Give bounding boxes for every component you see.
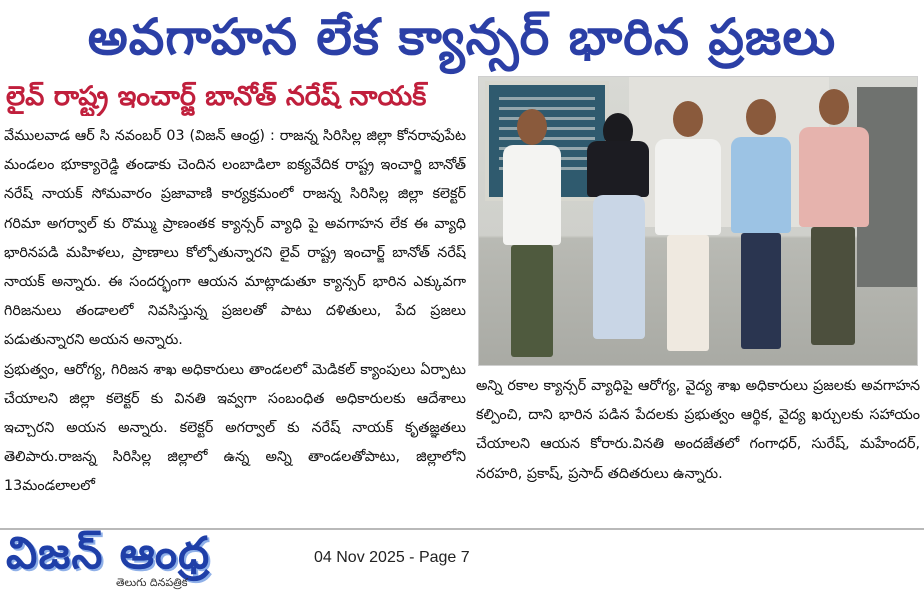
person: [583, 111, 653, 366]
masthead-logo: [6, 528, 292, 596]
article-paragraph: ప్రభుత్వం, ఆరోగ్య, గిరిజన శాఖ అధికారులు తాండలలో మెడికల్ క్యాంపులు ఏర్పాటు చేయాలని జిల్లా కలెక్టర్ కు వినతి ఇవ్వగా సంబంధిత అధికారులకు ఆదేశాలు ఇచ్చారని అయన అన్నారు. కలెక్టర్ అగర్వాల్ కు నరేష్ నాయక్ కృతజ్ఞతలు తెలిపారు.రాజన్న సిరిసిల్ల జిల్లాలో ఉన్న అన్ని తాండలతోపాటు, జిల్లాలోని 13మండలాలలో: [4, 361, 466, 495]
masthead-name: విజన్ ఆంధ్ర: [6, 528, 211, 579]
article-paragraph: వేములవాడ ఆర్ సి నవంబర్ 03 (విజన్ ఆంధ్ర) : రాజన్న సిరిసిల్ల జిల్లా కోనరావుపేట మండలం భూక్యారెడ్డి తండాకు చెందిన లంబాడిలా ఐక్యవేదిక రాష్ట్ర ఇంచార్జి బానోత్ నరేష్ నాయక్ సోమవారం ప్రజావాణి కార్యక్రమంలో రాజన్న సిరిసిల్ల జిల్లా కలెక్టర్ గరిమా అగర్వాల్ కు రొమ్ము ప్రాణంతక క్యాన్సర్ వ్యాధి పై అవగాహన లేక ఈ వ్యాధి భారినపడి మహిళలు, ప్రాణాలు కోల్పోతున్నారని లైవ్ రాష్ట్ర ఇంచార్జ్ బానోత్ నరేష్ నాయక్ అన్నారు. ఈ సందర్భంగా ఆయన మాట్లాడుతూ క్యాన్సర్ భారిన ఎక్కువగా గిరిజనులు తండాలలో నివసిస్తున్న ప్రజలతో పాటు దళితులు, పేద ప్రజలు పడుతున్నారని అయన అన్నారు.: [4, 128, 466, 349]
photo-caption: అన్ని రకాల క్యాన్సర్ వ్యాధిపై ఆరోగ్య, వైద్య శాఖ అధికారులు ప్రజలకు అవగాహన కల్పించి, దాని భారిన పడిన పేదలకు ప్రభుత్వం ఆర్థిక, వైద్య ఖర్చులకు సహాయం చేయాలని ఆయన కోరారు.వినతి అందజేతలో గంగాధర్, సురేష్, మహేందర్, నరహరి, ప్రకాష్, ప్రసాద్ తదితరులు ఉన్నారు.: [476, 378, 920, 482]
masthead-tagline: తెలుగు దినపత్రిక: [116, 576, 188, 589]
person: [501, 107, 561, 366]
dateline: 04 Nov 2025 - Page 7: [314, 549, 470, 566]
news-photo: [478, 76, 918, 366]
headline: అవగాహన లేక క్యాన్సర్ భారిన ప్రజలు: [87, 8, 837, 66]
subheadline: లైవ్ రాష్ట్ర ఇంచార్జ్ బానోత్ నరేష్ నాయక్: [6, 81, 427, 112]
person: [655, 99, 721, 366]
article-body: [4, 122, 466, 522]
person: [797, 87, 871, 365]
person: [729, 97, 793, 366]
